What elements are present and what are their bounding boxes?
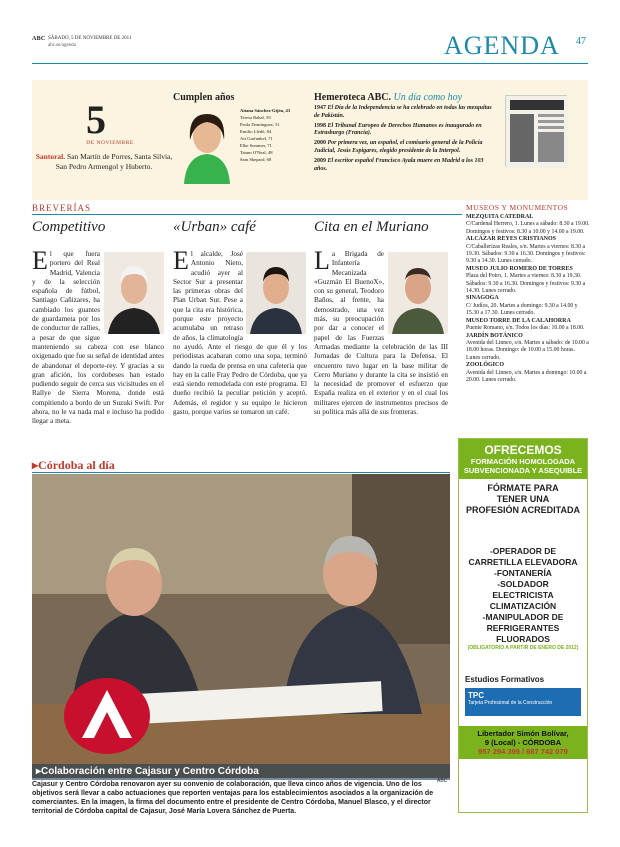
photo-credit: ABC — [437, 778, 448, 784]
birthday-item: Sam Shepard, 68 — [240, 157, 272, 162]
day-number: 5 — [86, 97, 106, 142]
santoral-label: Santoral. — [35, 152, 66, 161]
birthday-item: Emilio Lledó, 84 — [240, 129, 272, 134]
birthdays-title: Cumplen años — [173, 92, 235, 103]
museums-list — [466, 214, 590, 384]
cordoba-section-title: ▸Córdoba al día — [32, 458, 115, 472]
column-title-competitivo: Competitivo — [32, 219, 106, 235]
section-url[interactable]: abc.es/agenda — [48, 43, 76, 48]
photo-space — [384, 250, 448, 334]
triangle-icon: ▸ — [36, 766, 42, 777]
museum-item: JARDÍN BOTÁNICO Avenida del Linneo, s/n. Martes a sábado: de 10.00 a 18.00 horas. Domingo: de 10.00 a 15.00 horas. Lunes cerrado. — [466, 332, 589, 361]
museum-item: ALCÁZAR REYES CRISTIANOS C/Caballerizas Reales, s/n. Martes a viernes: 8.30 a 19.30. Sábados: 9.30 a 16.30. Domingos y festivos: 9.30 a 14.30. Lunes cerrado. — [466, 236, 586, 265]
museum-item: MUSEO JULIO ROMERO DE TORRES Plaza del Potro, 1. Martes a viernes: 8.30 a 19.30. Sábados: 9.30 a 16.30. Domingos y festivos: 9.30 a 14.30. Lunes cerrado. — [466, 265, 586, 295]
birthday-item: Paola Domínguez, 51 — [240, 122, 280, 127]
section-title: AGENDA — [444, 31, 560, 60]
ad-phone: 957 294 399 / 687 742 079 — [478, 747, 568, 756]
day-month: DE NOVIEMBRE — [86, 140, 134, 146]
page-number: 47 — [576, 36, 586, 47]
training-advertisement[interactable] — [458, 438, 588, 813]
breverias-label: BREVERÍAS — [32, 203, 92, 213]
hemeroteca-title: Hemeroteca ABC. Un día como hoy — [314, 92, 463, 103]
ad-address: Libertador Simón Bolívar, 9 (Local) - CÓRDOBA 957 294 399 / 687 742 079 — [459, 726, 587, 759]
photo-space — [100, 250, 164, 334]
cordoba-rule — [32, 472, 450, 473]
issue-date: SÁBADO, 5 DE NOVIEMBRE DE 2011 — [48, 36, 132, 41]
museum-item: MUSEO TORRE DE LA CALAHORRA Puente Romano, s/n. Todos los días: 10.00 a 18.00. — [466, 317, 585, 332]
birthday-list — [240, 107, 308, 163]
birthday-item: Art Garfunkel, 71 — [240, 136, 273, 141]
column-text-muriano: La Brigada de Infantería Mecanizada «Guzmán El BuenoX», con su general, Teodoro Baños, al frente, ha demostrado, una vez más, su preocupación por dar a conocer el papel de las Fuerzas Armadas mediante la celebración de las III Jornadas de Cultura para la Defensa. El encuentro tuvo lugar en la base militar de Cerro Muriano y durante la cita se insistió en la necesidad de promover el esfuerzo que España realiza en el exterior y en el cual los militares ejercen de instrumentos precisos de su política más allá de sus fronteras. — [314, 246, 448, 417]
photo-caption-title: ▸Colaboración entre Cajasur y Centro Córdoba — [32, 764, 450, 780]
hemeroteca-list — [314, 105, 496, 175]
museums-title: MUSEOS Y MONUMENTOS — [466, 203, 569, 212]
paper-name: ABC — [32, 36, 46, 42]
drop-cap: L — [314, 246, 330, 275]
breverias-rule — [32, 214, 462, 215]
museum-item: SINAGOGA C/ Judíos, 20. Martes a domingo: 9.30 a 14.00 y 15.30 a 17.30. Lunes cerrado. — [466, 295, 578, 317]
drop-cap: E — [173, 246, 189, 275]
drop-cap: E — [32, 246, 48, 275]
column-text-urban: El alcalde, José Antonio Nieto, acudió ayer al Sector Sur a presentar las primeras obras del Plan Urban Sur. Pese a que la cita era histórica, porque este proyecto acumulaba un retraso de años, la climatología no ayudó. Ante el riesgo de que él y los periodistas acabaran como una sopa, terminó dando la rueda de prensa en una cafetería que hay en la calle Fray Pedro de Córdoba, que ya está siendo remodelada con este programa. El dueño recibió la peculiar petición y aceptó. Además, el regidor y su equipo le hicieron gasto, porque varios se tomaron un café. — [173, 246, 307, 417]
santoral — [34, 152, 174, 172]
birthday-item: Elke Sommer, 71 — [240, 143, 272, 148]
birthday-item: Teresa Rabal, 59 — [240, 115, 271, 120]
museum-item: ZOOLÓGICO Avenida del Linneo, s/n. Martes a domingo: 10.00 a 20.00. Lunes cerrado. — [466, 362, 587, 383]
ad-tpc-banner: TPC Tarjeta Profesional de la Construcción — [465, 688, 581, 716]
cajasur-logo — [64, 678, 150, 754]
hemeroteca-subtitle: Un día como hoy — [393, 92, 463, 103]
hemeroteca-item: 1947 El Día de la Independencia se ha celebrado en todas las mezquitas de Pakistán. — [314, 105, 492, 119]
header-rule — [32, 63, 588, 64]
ad-course-list: -OPERADOR DE CARRETILLA ELEVADORA -FONTANERÍA -SOLDADOR ELECTRICISTA CLIMATIZACIÓN -MANIPULADOR DE REFRIGERANTES FLUORADOS — [468, 546, 578, 644]
hemeroteca-newspaper-image — [505, 95, 567, 167]
hemeroteca-item: 1998 El Tribunal Europeo de Derechos Humanos es inaugurado en Estrasburgo (Francia). — [314, 122, 482, 137]
birthday-photo — [176, 106, 238, 184]
triangle-icon: ▸ — [32, 458, 39, 472]
ad-slogan: FÓRMATE PARA TENER UNA PROFESIÓN ACREDITADA — [465, 483, 580, 515]
ad-brand: Estudios Formativos — [465, 675, 545, 684]
photo-space — [243, 250, 307, 334]
column-title-urban: «Urban» café — [173, 219, 256, 235]
museum-item: MEZQUITA CATEDRAL C/Cardenal Herrero, 1. Lunes a sábado: 8.30 a 19.00. Domingos y festivos: 8.30 a 10.00 y 14.00 a 19.00. — [466, 214, 590, 235]
santoral-text: San Martín de Porres, Santa Silvia, San Pedro Armengol y Huberto. — [55, 152, 173, 171]
birthday-item: Aitana Sánchez-Gijón, 43 — [240, 108, 291, 113]
ad-header: OFRECEMOS FORMACIÓN HOMOLOGADA SUBVENCIONADA Y ASEQUIBLE — [459, 439, 587, 479]
birthday-item: Tatum O'Neal, 48 — [240, 150, 273, 155]
hemeroteca-item: 2000 Por primera vez, un español, el comisario general de la Policía Judicial, Jesús Espigares, elegido presidente de la Interpol. — [314, 140, 483, 154]
column-title-muriano: Cita en el Muriano — [314, 219, 429, 235]
hemeroteca-item: 2009 El escritor español Francisco Ayala muere en Madrid a los 103 años. — [314, 157, 484, 172]
ad-note: (OBLIGATORIO A PARTIR DE ENERO DE 2012) — [467, 645, 579, 651]
photo-caption: Cajasur y Centro Córdoba renovaron ayer su convenio de colaboración, que lleva cinco años de vigencia. Uno de los objetivos será llevar a cabo actuaciones que reporten ventajas para los establecimientos asociados a la organización de comerciantes. En la imagen, la firma del documento entre el presidente de Centro Córdoba, Manuel Blasco, y el director territorial de Córdoba capital de Cajasur, José María Lovera Sánchez de Puerta. — [32, 781, 434, 815]
column-text-competitivo: El que fuera portero del Real Madrid, Valencia y de la selección española de fútbol, Santiago Cañizares, ha cambiado los guantes de guardameta por los de conductor de rallies, a pesar de que sigue manteniendo su cabeza con ese blanco oxigenado que fue su señal de identidad antes de abandonar el deporte-rey. Y gracias a su gran afición, los cordobeses han estado pudiendo seguir de cerca sus vicisitudes en el Rallye de Sierra Morena, donde está compitiendo a bordo de un Suzuki Swift. Por ahora, no le va nada mal e incluso ha podido llegar a meta. — [32, 246, 164, 426]
